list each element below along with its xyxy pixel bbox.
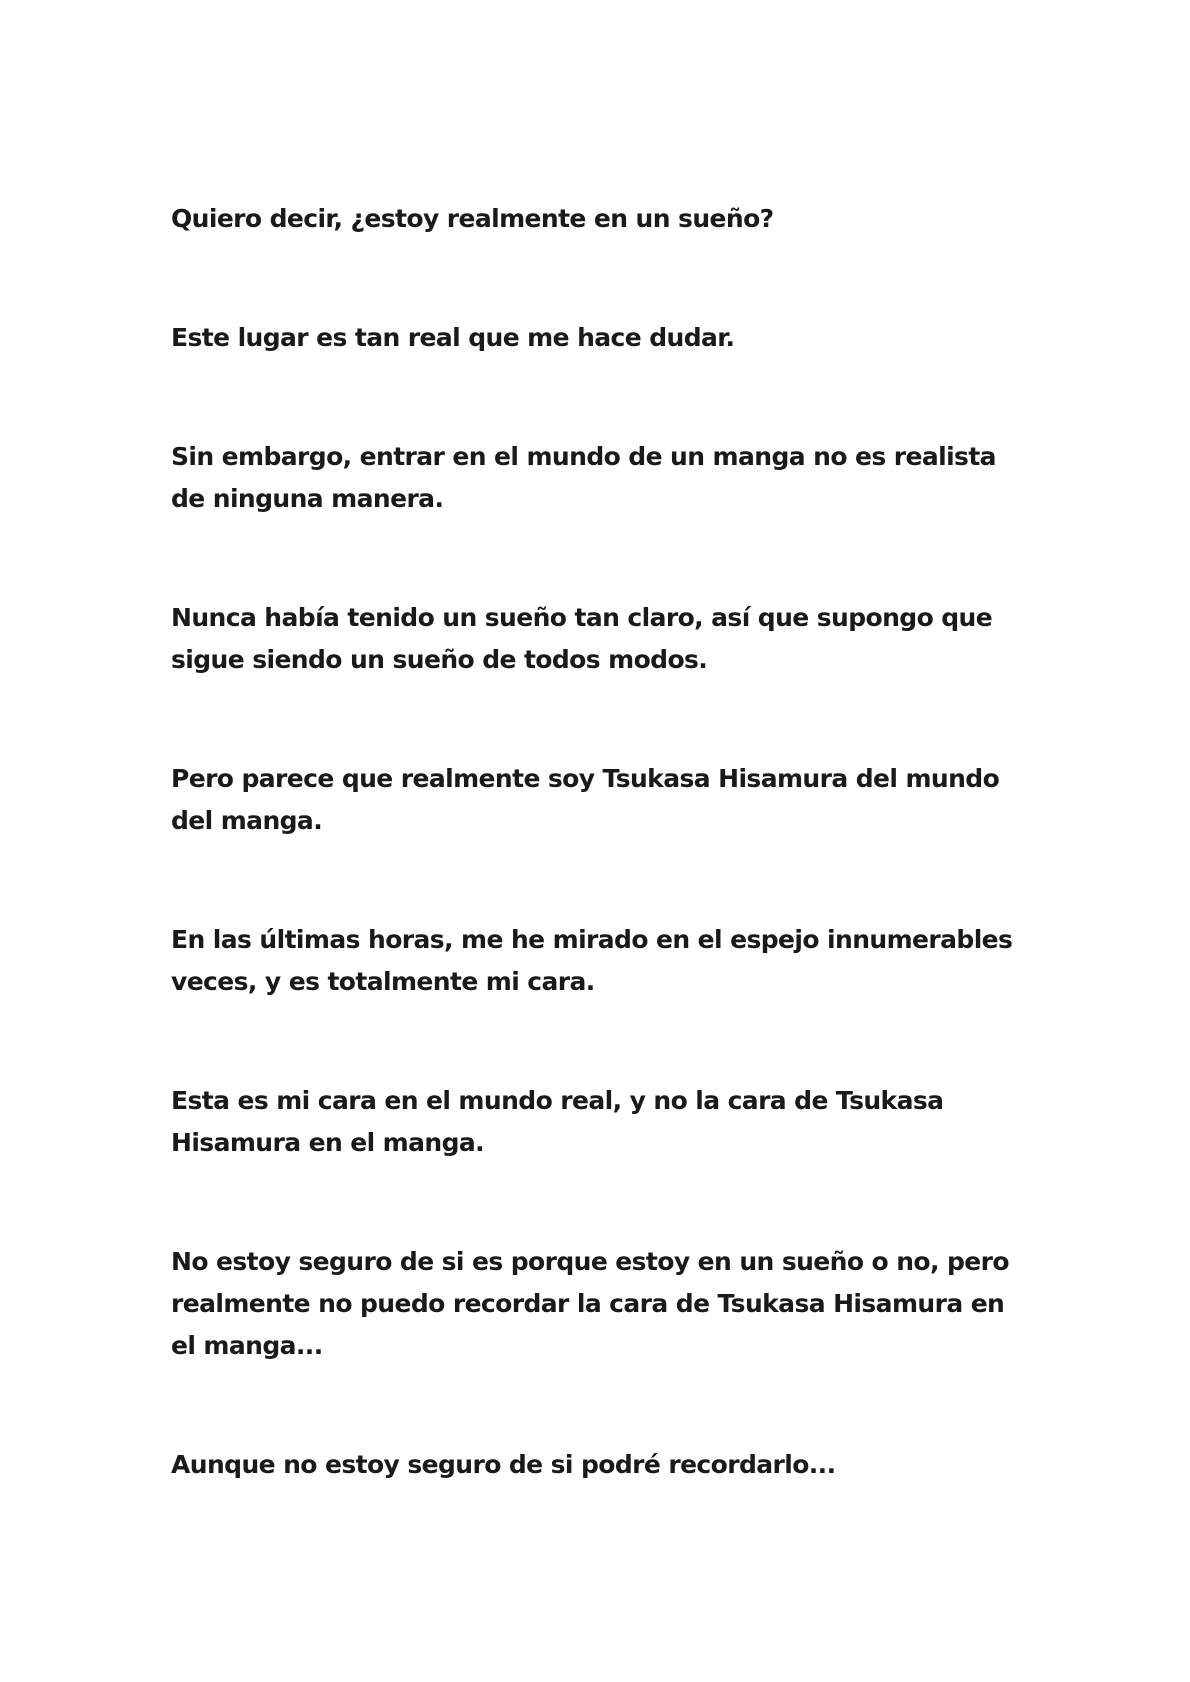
- paragraph-8: No estoy seguro de si es porque estoy en un sueño o no, pero realmente no puedo recordar la cara de Tsukasa Hisamura en el manga...: [171, 1247, 1009, 1360]
- paragraph-1: Quiero decir, ¿estoy realmente en un sueño?: [171, 204, 774, 233]
- paragraph-2: Este lugar es tan real que me hace dudar.: [171, 323, 735, 352]
- paragraph-5: Pero parece que realmente soy Tsukasa Hisamura del mundo del manga.: [171, 764, 1000, 835]
- paragraph-6: En las últimas horas, me he mirado en el espejo innumerables veces, y es totalmente mi cara.: [171, 925, 1013, 996]
- paragraph-4: Nunca había tenido un sueño tan claro, así que supongo que sigue siendo un sueño de todos modos.: [171, 603, 993, 674]
- paragraph-7: Esta es mi cara en el mundo real, y no la cara de Tsukasa Hisamura en el manga.: [171, 1086, 944, 1157]
- document-body: [171, 198, 1031, 1486]
- paragraph-3: Sin embargo, entrar en el mundo de un manga no es realista de ninguna manera.: [171, 442, 996, 513]
- paragraph-9: Aunque no estoy seguro de si podré recordarlo...: [171, 1450, 836, 1479]
